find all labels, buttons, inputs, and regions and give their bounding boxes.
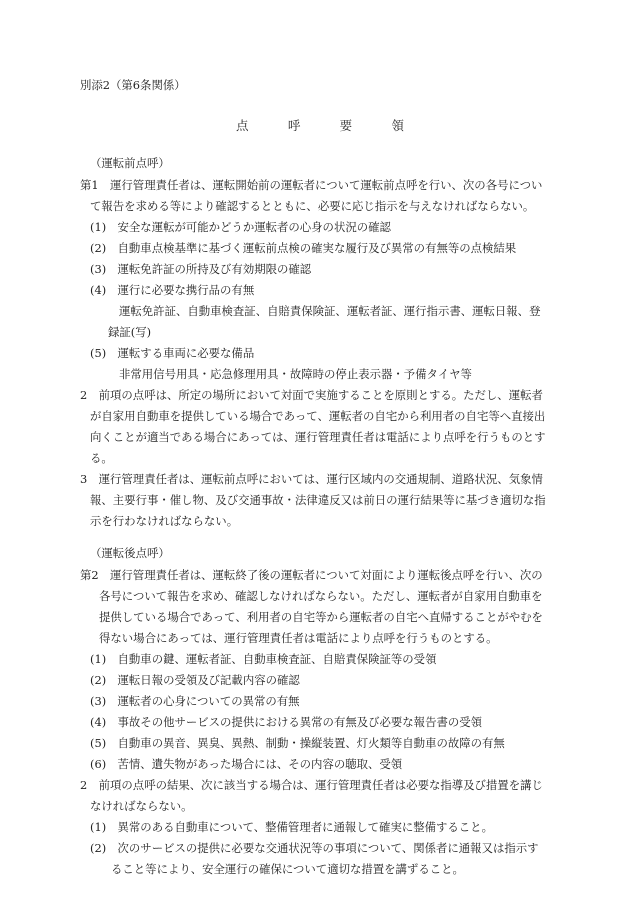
article-2-text: 提供している場合であって、利用者の自宅等から運転者の自宅へ直帰することがやむを <box>99 610 543 624</box>
document-title <box>236 120 404 133</box>
list-item-detail: 録証(写) <box>108 325 152 339</box>
article-2-text: 各号について報告を求め、確認しなければならない。ただし、運転者が自家用自動車を <box>99 589 543 603</box>
paragraph-text: 2 前項の点呼の結果、次に該当する場合は、運行管理責任者は必要な指導及び措置を講じ <box>80 778 543 792</box>
title-char: 呼 <box>287 118 301 133</box>
paragraph-text: 3 運行管理責任者は、運転前点呼においては、運行区域内の交通規制、道路状況、気象情 <box>80 472 543 486</box>
list-item: (1) 安全な運転が可能かどうか運転者の心身の状況の確認 <box>90 220 391 234</box>
article-2-text: 第2 運行管理責任者は、運転終了後の運転者について対面により運転後点呼を行い、次の <box>80 568 543 582</box>
section-heading-pre-drive: （運転前点呼） <box>90 156 170 170</box>
list-item: (1) 自動車の鍵、運転者証、自動車検査証、自賠責保険証等の受領 <box>90 652 437 666</box>
list-item: (4) 運行に必要な携行品の有無 <box>90 283 255 297</box>
paragraph-text: る。 <box>90 451 113 465</box>
title-char: 要 <box>339 118 353 133</box>
list-item: (1) 異常のある自動車について、整備管理者に通報して確実に整備すること。 <box>90 820 493 834</box>
paragraph-text: 示を行わなければならない。 <box>90 514 239 528</box>
paragraph-text: 2 前項の点呼は、所定の場所において対面で実施することを原則とする。ただし、運転者 <box>80 388 543 402</box>
title-char: 点 <box>236 118 249 133</box>
paragraph-text: 向くことが適当である場合にあっては、運行管理責任者は電話により点呼を行うものとす <box>90 430 546 444</box>
article-2-text: 得ない場合にあっては、運行管理責任者は電話により点呼を行うものとする。 <box>99 631 498 645</box>
paragraph-text: が自家用自動車を提供している場合であって、運転者の自宅から利用者の自宅等へ直接出 <box>90 409 546 423</box>
list-item: (4) 事故その他サービスの提供における異常の有無及び必要な報告書の受領 <box>90 715 483 729</box>
list-item-detail: 非常用信号用具・応急修理用具・故障時の停止表示器・予備タイヤ等 <box>119 367 472 381</box>
section-heading-post-drive: （運転後点呼） <box>90 546 170 560</box>
list-item: (5) 自動車の異音、異臭、異熱、制動・操縦装置、灯火類等自動車の故障の有無 <box>90 736 505 750</box>
appendix-label: 別添2（第6条関係） <box>80 78 186 92</box>
list-item-detail: 運転免許証、自動車検査証、自賠責保険証、運転者証、運行指示書、運転日報、登 <box>119 304 541 318</box>
title-char: 領 <box>391 118 404 133</box>
list-item: (5) 運転する車両に必要な備品 <box>90 346 255 360</box>
list-item: (6) 苦情、遺失物があった場合には、その内容の聴取、受領 <box>90 757 403 771</box>
paragraph-text: 報、主要行事・催し物、及び交通事故・法律違反又は前日の運行結果等に基づき適切な指 <box>90 493 546 507</box>
article-1-text: 第1 運行管理責任者は、運転開始前の運転者について運転前点呼を行い、次の各号につい <box>80 178 543 192</box>
list-item: (3) 運転免許証の所持及び有効期限の確認 <box>90 262 312 276</box>
article-1-text: て報告を求める等により確認するとともに、必要に応じ指示を与えなければならない。 <box>90 199 535 213</box>
list-item: (3) 運転者の心身についての異常の有無 <box>90 694 300 708</box>
list-item: (2) 自動車点検基準に基づく運転前点検の確実な履行及び異常の有無等の点検結果 <box>90 241 517 255</box>
list-item: (2) 運転日報の受領及び記載内容の確認 <box>90 673 300 687</box>
list-item: (2) 次のサービスの提供に必要な交通状況等の事項について、関係者に通報又は指示す <box>90 841 539 855</box>
list-item-detail: ること等により、安全運行の確保について適切な措置を講ずること。 <box>111 862 464 876</box>
paragraph-text: なければならない。 <box>90 799 193 813</box>
